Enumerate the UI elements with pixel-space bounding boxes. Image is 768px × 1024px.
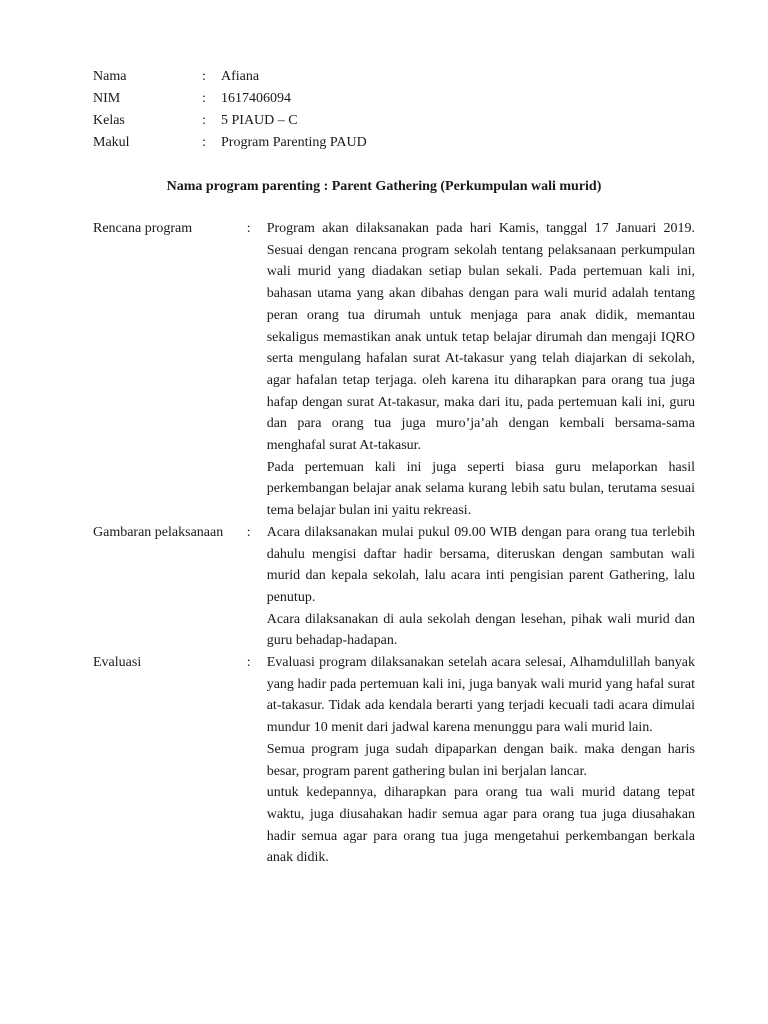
info-label: Makul bbox=[93, 135, 130, 150]
info-colon: : bbox=[202, 69, 206, 84]
section-evaluasi bbox=[93, 652, 695, 869]
info-value: Program Parenting PAUD bbox=[221, 135, 367, 150]
section-rencana-program bbox=[93, 218, 695, 522]
section-paragraph: Acara dilaksanakan di aula sekolah dengan lesehan, pihak wali murid dan guru behadap-hadapan. bbox=[266, 611, 695, 649]
section-label: Gambaran pelaksanaan bbox=[93, 524, 224, 540]
info-value: Afiana bbox=[221, 69, 260, 84]
info-value: 5 PIAUD – C bbox=[221, 113, 298, 128]
info-label: Nama bbox=[93, 69, 127, 84]
section-colon: : bbox=[246, 524, 251, 540]
info-colon: : bbox=[202, 113, 206, 128]
section-colon: : bbox=[246, 221, 251, 236]
section-body bbox=[267, 652, 695, 869]
section-paragraph: Acara dilaksanakan mulai pukul 09.00 WIB dengan para orang tua terlebih dahulu mengisi daftar hadir bersama, diteruskan dengan sambutan wali murid dan kepala sekolah, lalu acara inti pengisian parent Gathering, lalu penutup. bbox=[266, 524, 695, 605]
student-info bbox=[93, 66, 367, 154]
info-row-nim bbox=[93, 88, 367, 110]
info-row-nama bbox=[93, 66, 367, 88]
info-value: 1617406094 bbox=[221, 91, 291, 106]
info-row-kelas bbox=[93, 110, 367, 132]
section-paragraph: Pada pertemuan kali ini juga seperti biasa guru melaporkan hasil perkembangan belajar anak selama kurang lebih satu bulan, terutama sesuai tema belajar bulan ini yaitu rekreasi. bbox=[266, 459, 695, 519]
info-label: Kelas bbox=[93, 113, 125, 128]
section-paragraph: Semua program juga sudah dipaparkan dengan baik. maka dengan haris besar, program parent gathering bulan ini berjalan lancar. bbox=[266, 741, 695, 779]
section-paragraph: Evaluasi program dilaksanakan setelah acara selesai, Alhamdulillah banyak yang hadir pada pertemuan kali ini, juga banyak wali murid yang hafal surat at-takasur. Tidak ada kendala berarti yang terjadi kecuali tadi acara dimulai mundur 10 menit dari jadwal karena menunggu para wali murid lain. bbox=[266, 655, 695, 736]
section-body bbox=[267, 218, 695, 522]
program-sections bbox=[93, 218, 695, 869]
section-label: Rencana program bbox=[93, 221, 193, 236]
section-colon: : bbox=[246, 655, 251, 671]
info-colon: : bbox=[202, 135, 206, 150]
section-paragraph: Program akan dilaksanakan pada hari Kamis, tanggal 17 Januari 2019. Sesuai dengan rencana program sekolah tentang pelaksanaan perkumpulan wali murid yang diadakan setiap bulan sekali. Pada pertemuan kali ini, bahasan utama yang akan dibahas dengan para wali murid adalah tentang peran orang tua dirumah untuk menjaga para anak didik, memantau sekaligus memastikan anak untuk tetap belajar dirumah dan mengaji IQRO serta mengulang hafalan surat At-takasur yang telah diajarkan di sekolah, agar hafalan tetap terjaga. oleh karena itu diharapkan para orang tua juga hafap dengan surat At-takasur, maka dari itu, pada pertemuan kali ini, guru dan para orang tua juga muro’ja’ah dengan kembali bersama-sama menghafal surat At-takasur. bbox=[266, 221, 695, 454]
section-paragraph: untuk kedepannya, diharapkan para orang tua wali murid datang tepat waktu, juga diusahakan hadir semua agar para orang tua juga diusahakan hadir semua agar para orang tua juga mengetahui perkembangan berkala anak didik. bbox=[266, 785, 695, 866]
program-title: Nama program parenting : Parent Gathering (Perkumpulan wali murid) bbox=[166, 179, 602, 194]
section-gambaran-pelaksanaan bbox=[93, 522, 695, 652]
section-label: Evaluasi bbox=[93, 655, 142, 671]
info-colon: : bbox=[202, 91, 206, 106]
info-label: NIM bbox=[93, 91, 121, 106]
section-body bbox=[267, 522, 695, 652]
info-row-makul bbox=[93, 132, 367, 154]
